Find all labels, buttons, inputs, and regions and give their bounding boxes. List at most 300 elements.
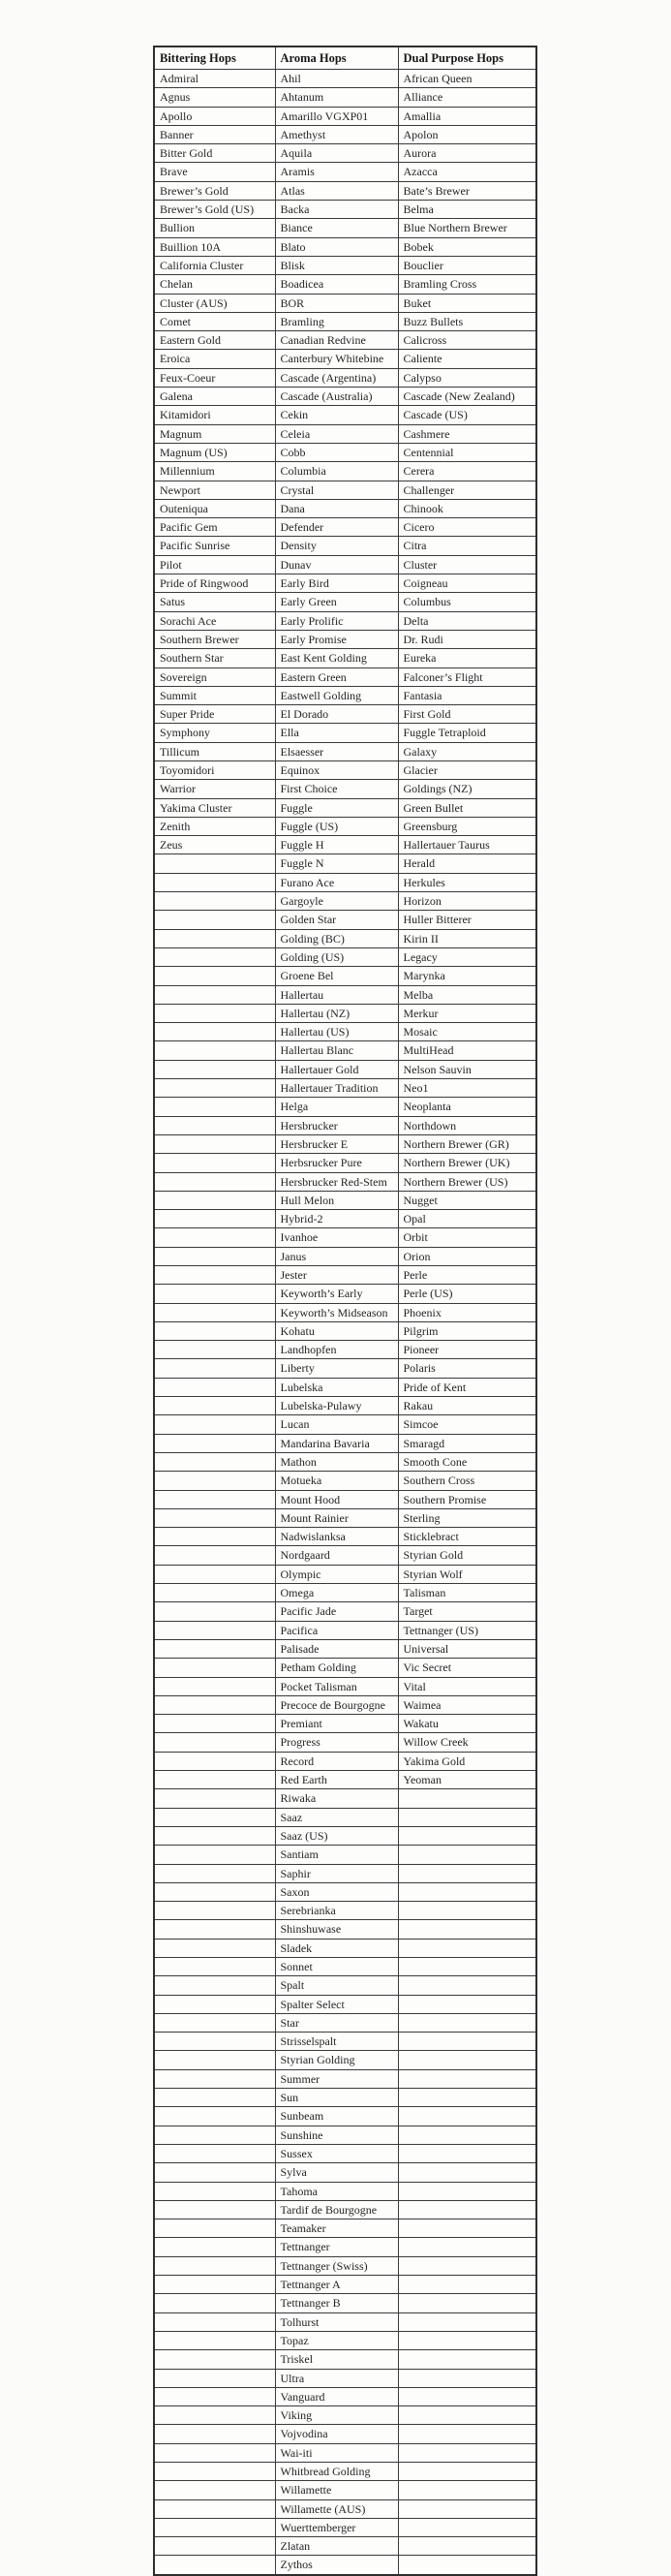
- table-cell: Amallia: [398, 107, 536, 125]
- table-cell: [398, 2387, 536, 2405]
- table-cell: Pocket Talisman: [275, 1677, 398, 1695]
- table-cell: Delta: [398, 611, 536, 630]
- table-row: [154, 406, 536, 424]
- table-row: [154, 798, 536, 817]
- table-cell: Styrian Gold: [398, 1546, 536, 1565]
- table-cell: Early Prolific: [275, 611, 398, 630]
- table-cell: Zlatan: [275, 2537, 398, 2556]
- table-cell: Sussex: [275, 2144, 398, 2162]
- table-cell: [154, 2499, 275, 2518]
- table-cell: [154, 1378, 275, 1396]
- table-cell: El Dorado: [275, 705, 398, 724]
- table-cell: [154, 2518, 275, 2536]
- table-cell: Northern Brewer (GR): [398, 1134, 536, 1153]
- table-cell: Vic Secret: [398, 1659, 536, 1677]
- table-cell: Lubelska-Pulawy: [275, 1397, 398, 1415]
- table-cell: [154, 1920, 275, 1939]
- table-cell: Precoce de Bourgogne: [275, 1695, 398, 1714]
- table-row: [154, 1285, 536, 1303]
- table-cell: Hallertau Blanc: [275, 1041, 398, 1060]
- hops-table: [153, 46, 537, 2576]
- table-cell: [398, 1957, 536, 1975]
- table-cell: Backa: [275, 201, 398, 219]
- table-cell: [154, 1154, 275, 1172]
- table-cell: Vital: [398, 1677, 536, 1695]
- table-cell: Sticklebract: [398, 1528, 536, 1546]
- table-cell: Blue Northern Brewer: [398, 219, 536, 237]
- table-cell: [154, 1004, 275, 1022]
- table-cell: Tolhurst: [275, 2312, 398, 2331]
- table-cell: Millennium: [154, 462, 275, 481]
- table-cell: Tettnanger B: [275, 2294, 398, 2312]
- table-cell: Cashmere: [398, 424, 536, 443]
- table-cell: Cicero: [398, 518, 536, 537]
- table-row: [154, 1920, 536, 1939]
- table-cell: Azacca: [398, 163, 536, 181]
- table-cell: [398, 1826, 536, 1845]
- table-cell: First Choice: [275, 780, 398, 798]
- table-cell: Dunav: [275, 555, 398, 574]
- table-cell: Ahtanum: [275, 88, 398, 107]
- table-cell: [398, 1882, 536, 1901]
- table-row: [154, 499, 536, 517]
- table-cell: Wuerttemberger: [275, 2518, 398, 2536]
- table-row: [154, 817, 536, 835]
- table-cell: Canterbury Whitebine: [275, 350, 398, 368]
- table-row: [154, 2219, 536, 2238]
- table-cell: Willow Creek: [398, 1733, 536, 1752]
- table-row: [154, 1266, 536, 1285]
- table-cell: Cobb: [275, 443, 398, 461]
- table-cell: Nadwislanksa: [275, 1528, 398, 1546]
- table-row: [154, 125, 536, 143]
- table-row: [154, 256, 536, 274]
- table-row: [154, 574, 536, 593]
- table-row: [154, 1341, 536, 1359]
- table-cell: Southern Brewer: [154, 630, 275, 648]
- table-cell: Equinox: [275, 760, 398, 779]
- table-cell: Chinook: [398, 499, 536, 517]
- table-cell: Mosaic: [398, 1023, 536, 1041]
- table-cell: Bitter Gold: [154, 144, 275, 163]
- table-row: [154, 1415, 536, 1434]
- table-cell: [398, 1846, 536, 1864]
- table-row: [154, 1528, 536, 1546]
- table-cell: Calypso: [398, 368, 536, 387]
- table-cell: Mandarina Bavaria: [275, 1434, 398, 1452]
- table-cell: Biance: [275, 219, 398, 237]
- table-cell: [154, 911, 275, 929]
- table-row: [154, 742, 536, 760]
- table-cell: Glacier: [398, 760, 536, 779]
- table-cell: [154, 2238, 275, 2256]
- table-cell: [154, 1041, 275, 1060]
- table-cell: [154, 1902, 275, 1920]
- table-cell: [154, 2276, 275, 2294]
- table-cell: [154, 1397, 275, 1415]
- table-row: [154, 1621, 536, 1639]
- table-row: [154, 1789, 536, 1808]
- table-row: [154, 2238, 536, 2256]
- table-cell: [398, 2200, 536, 2219]
- table-cell: Southern Star: [154, 649, 275, 667]
- table-cell: [398, 1995, 536, 2013]
- table-row: [154, 1023, 536, 1041]
- table-row: [154, 929, 536, 947]
- table-cell: Perle (US): [398, 1285, 536, 1303]
- table-cell: Sladek: [275, 1939, 398, 1957]
- table-cell: Cluster (AUS): [154, 294, 275, 312]
- table-cell: Sovereign: [154, 667, 275, 686]
- table-cell: Toyomidori: [154, 760, 275, 779]
- table-cell: [154, 2387, 275, 2405]
- table-row: [154, 1397, 536, 1415]
- table-cell: Bramling: [275, 312, 398, 330]
- table-cell: Hallertauer Taurus: [398, 836, 536, 854]
- table-row: [154, 88, 536, 107]
- table-cell: [154, 1079, 275, 1098]
- table-row: [154, 1210, 536, 1228]
- table-cell: Tillicum: [154, 742, 275, 760]
- table-cell: Spalter Select: [275, 1995, 398, 2013]
- table-cell: Sunshine: [275, 2126, 398, 2144]
- table-cell: Citra: [398, 537, 536, 555]
- table-cell: [398, 1864, 536, 1882]
- table-cell: [154, 1452, 275, 1471]
- table-cell: [154, 1659, 275, 1677]
- table-cell: [154, 1826, 275, 1845]
- table-cell: Sun: [275, 2089, 398, 2107]
- table-cell: [398, 2499, 536, 2518]
- table-cell: [154, 2069, 275, 2088]
- table-cell: Hersbrucker Red-Stem: [275, 1172, 398, 1191]
- table-row: [154, 1939, 536, 1957]
- table-cell: [154, 1565, 275, 1583]
- table-row: [154, 2350, 536, 2369]
- table-cell: Comet: [154, 312, 275, 330]
- table-cell: Ella: [275, 724, 398, 742]
- table-cell: Waimea: [398, 1695, 536, 1714]
- table-cell: [398, 2182, 536, 2200]
- table-cell: [154, 1882, 275, 1901]
- table-cell: Dana: [275, 499, 398, 517]
- table-cell: Bate’s Brewer: [398, 181, 536, 200]
- table-cell: Saaz: [275, 1808, 398, 1826]
- table-row: [154, 1659, 536, 1677]
- table-cell: Pilgrim: [398, 1321, 536, 1340]
- table-cell: Cerera: [398, 462, 536, 481]
- table-cell: [398, 2276, 536, 2294]
- table-cell: [154, 873, 275, 891]
- table-cell: [154, 2369, 275, 2387]
- table-cell: Cascade (Argentina): [275, 368, 398, 387]
- table-row: [154, 947, 536, 966]
- table-cell: Target: [398, 1602, 536, 1621]
- table-cell: Helga: [275, 1098, 398, 1116]
- table-cell: Golding (US): [275, 947, 398, 966]
- table-row: [154, 1041, 536, 1060]
- table-row: [154, 2033, 536, 2051]
- table-row: [154, 2518, 536, 2536]
- table-cell: [154, 2219, 275, 2238]
- table-cell: Caliente: [398, 350, 536, 368]
- table-cell: Feux-Coeur: [154, 368, 275, 387]
- table-cell: Golden Star: [275, 911, 398, 929]
- table-cell: Magnum: [154, 424, 275, 443]
- table-row: [154, 1995, 536, 2013]
- table-cell: Gargoyle: [275, 892, 398, 911]
- table-cell: [154, 2013, 275, 2032]
- table-cell: Symphony: [154, 724, 275, 742]
- table-row: [154, 107, 536, 125]
- table-cell: [154, 2051, 275, 2069]
- table-cell: Warrior: [154, 780, 275, 798]
- table-row: [154, 2312, 536, 2331]
- table-cell: Kirin II: [398, 929, 536, 947]
- table-cell: Pilot: [154, 555, 275, 574]
- table-cell: Belma: [398, 201, 536, 219]
- table-cell: [154, 2537, 275, 2556]
- table-cell: Huller Bitterer: [398, 911, 536, 929]
- table-cell: Zeus: [154, 836, 275, 854]
- table-cell: Lubelska: [275, 1378, 398, 1396]
- table-cell: Saxon: [275, 1882, 398, 1901]
- table-row: [154, 1004, 536, 1022]
- table-row: [154, 2069, 536, 2088]
- table-cell: Herkules: [398, 873, 536, 891]
- table-cell: Pride of Ringwood: [154, 574, 275, 593]
- table-cell: Summit: [154, 686, 275, 704]
- table-cell: Tettnanger (US): [398, 1621, 536, 1639]
- table-row: [154, 2387, 536, 2405]
- table-cell: Coigneau: [398, 574, 536, 593]
- table-row: [154, 2406, 536, 2425]
- table-cell: Styrian Golding: [275, 2051, 398, 2069]
- table-cell: [154, 1060, 275, 1078]
- table-cell: Phoenix: [398, 1303, 536, 1321]
- table-cell: First Gold: [398, 705, 536, 724]
- table-cell: Golding (BC): [275, 929, 398, 947]
- table-cell: [398, 2556, 536, 2575]
- table-cell: Hallertauer Tradition: [275, 1079, 398, 1098]
- table-row: [154, 1826, 536, 1845]
- table-cell: [398, 1976, 536, 1995]
- table-cell: Buket: [398, 294, 536, 312]
- table-cell: Galena: [154, 388, 275, 406]
- table-cell: Buzz Bullets: [398, 312, 536, 330]
- table-cell: [154, 2182, 275, 2200]
- table-cell: Premiant: [275, 1715, 398, 1733]
- table-row: [154, 1116, 536, 1134]
- table-cell: Ivanhoe: [275, 1228, 398, 1247]
- table-cell: [154, 1846, 275, 1864]
- table-cell: Apollo: [154, 107, 275, 125]
- table-cell: Omega: [275, 1584, 398, 1602]
- table-cell: Pacific Gem: [154, 518, 275, 537]
- table-cell: [398, 1939, 536, 1957]
- table-cell: Early Promise: [275, 630, 398, 648]
- column-header-dual-purpose-hops: Dual Purpose Hops: [398, 47, 536, 70]
- table-row: [154, 2556, 536, 2575]
- table-cell: Fuggle H: [275, 836, 398, 854]
- table-cell: [154, 967, 275, 985]
- table-row: [154, 201, 536, 219]
- table-cell: Melba: [398, 985, 536, 1004]
- table-cell: [154, 854, 275, 873]
- table-row: [154, 2163, 536, 2182]
- table-cell: [398, 2425, 536, 2443]
- table-cell: Zenith: [154, 817, 275, 835]
- table-cell: Riwaka: [275, 1789, 398, 1808]
- table-row: [154, 1902, 536, 1920]
- table-cell: Mount Rainier: [275, 1508, 398, 1527]
- table-row: [154, 368, 536, 387]
- table-cell: Motueka: [275, 1472, 398, 1490]
- table-row: [154, 1452, 536, 1471]
- table-row: [154, 854, 536, 873]
- table-cell: Universal: [398, 1639, 536, 1658]
- table-cell: [154, 1584, 275, 1602]
- table-cell: Pride of Kent: [398, 1378, 536, 1396]
- table-row: [154, 967, 536, 985]
- table-cell: Mount Hood: [275, 1490, 398, 1508]
- table-cell: [154, 1341, 275, 1359]
- table-cell: Northern Brewer (UK): [398, 1154, 536, 1172]
- table-cell: Pacifica: [275, 1621, 398, 1639]
- table-cell: [398, 1920, 536, 1939]
- table-cell: Buillion 10A: [154, 237, 275, 256]
- table-cell: Crystal: [275, 481, 398, 499]
- table-cell: Southern Promise: [398, 1490, 536, 1508]
- table-cell: Cluster: [398, 555, 536, 574]
- table-cell: Alliance: [398, 88, 536, 107]
- table-cell: [154, 1639, 275, 1658]
- table-cell: Rakau: [398, 1397, 536, 1415]
- table-cell: [154, 1695, 275, 1714]
- table-row: [154, 1191, 536, 1209]
- table-cell: Blato: [275, 237, 398, 256]
- table-cell: Northdown: [398, 1116, 536, 1134]
- table-cell: Fuggle (US): [275, 817, 398, 835]
- table-cell: [154, 1957, 275, 1975]
- table-cell: [154, 1172, 275, 1191]
- table-cell: Hull Melon: [275, 1191, 398, 1209]
- table-cell: Green Bullet: [398, 798, 536, 817]
- table-cell: Northern Brewer (US): [398, 1172, 536, 1191]
- table-cell: Smooth Cone: [398, 1452, 536, 1471]
- table-cell: Bouclier: [398, 256, 536, 274]
- table-row: [154, 1508, 536, 1527]
- table-cell: Willamette (AUS): [275, 2499, 398, 2518]
- table-row: [154, 1864, 536, 1882]
- table-cell: Newport: [154, 481, 275, 499]
- table-cell: Serebrianka: [275, 1902, 398, 1920]
- table-row: [154, 2089, 536, 2107]
- table-cell: [154, 2481, 275, 2499]
- table-row: [154, 2051, 536, 2069]
- table-cell: Eastern Gold: [154, 331, 275, 350]
- table-cell: [154, 892, 275, 911]
- table-cell: Sunbeam: [275, 2107, 398, 2126]
- table-cell: Goldings (NZ): [398, 780, 536, 798]
- table-cell: Boadicea: [275, 275, 398, 294]
- table-cell: [154, 2089, 275, 2107]
- table-cell: Landhopfen: [275, 1341, 398, 1359]
- table-cell: Outeniqua: [154, 499, 275, 517]
- table-cell: [154, 985, 275, 1004]
- table-cell: Density: [275, 537, 398, 555]
- table-row: [154, 481, 536, 499]
- table-row: [154, 163, 536, 181]
- table-cell: [398, 2051, 536, 2069]
- table-cell: Hersbrucker E: [275, 1134, 398, 1153]
- table-row: [154, 1771, 536, 1789]
- table-cell: Opal: [398, 1210, 536, 1228]
- table-row: [154, 2294, 536, 2312]
- table-row: [154, 1472, 536, 1490]
- table-cell: [154, 1434, 275, 1452]
- table-cell: Herald: [398, 854, 536, 873]
- table-row: [154, 70, 536, 88]
- table-cell: Challenger: [398, 481, 536, 499]
- table-cell: [154, 2144, 275, 2162]
- table-cell: Willamette: [275, 2481, 398, 2499]
- table-cell: Simcoe: [398, 1415, 536, 1434]
- table-cell: [398, 2481, 536, 2499]
- table-cell: Aquila: [275, 144, 398, 163]
- table-cell: Nordgaard: [275, 1546, 398, 1565]
- table-cell: Blisk: [275, 256, 398, 274]
- table-cell: Cascade (US): [398, 406, 536, 424]
- table-cell: Eastern Green: [275, 667, 398, 686]
- table-cell: Southern Cross: [398, 1472, 536, 1490]
- table-row: [154, 1079, 536, 1098]
- table-cell: [154, 1472, 275, 1490]
- table-cell: [154, 929, 275, 947]
- table-cell: [154, 947, 275, 966]
- table-cell: Eastwell Golding: [275, 686, 398, 704]
- table-cell: [398, 2406, 536, 2425]
- table-cell: Vanguard: [275, 2387, 398, 2405]
- table-row: [154, 1565, 536, 1583]
- table-cell: Eureka: [398, 649, 536, 667]
- table-cell: Talisman: [398, 1584, 536, 1602]
- table-cell: Santiam: [275, 1846, 398, 1864]
- table-cell: Olympic: [275, 1565, 398, 1583]
- table-row: [154, 555, 536, 574]
- table-cell: [154, 2443, 275, 2462]
- table-row: [154, 1808, 536, 1826]
- table-row: [154, 1695, 536, 1714]
- table-cell: Sterling: [398, 1508, 536, 1527]
- table-cell: [398, 2537, 536, 2556]
- table-cell: Banner: [154, 125, 275, 143]
- table-row: [154, 2369, 536, 2387]
- table-cell: Hallertau (US): [275, 1023, 398, 1041]
- table-row: [154, 275, 536, 294]
- table-row: [154, 462, 536, 481]
- table-cell: [154, 1771, 275, 1789]
- table-row: [154, 1098, 536, 1116]
- table-cell: Herbsrucker Pure: [275, 1154, 398, 1172]
- table-cell: [398, 2294, 536, 2312]
- table-row: [154, 1228, 536, 1247]
- table-row: [154, 1546, 536, 1565]
- table-row: [154, 836, 536, 854]
- table-cell: Greensburg: [398, 817, 536, 835]
- table-cell: [154, 1621, 275, 1639]
- table-cell: Viking: [275, 2406, 398, 2425]
